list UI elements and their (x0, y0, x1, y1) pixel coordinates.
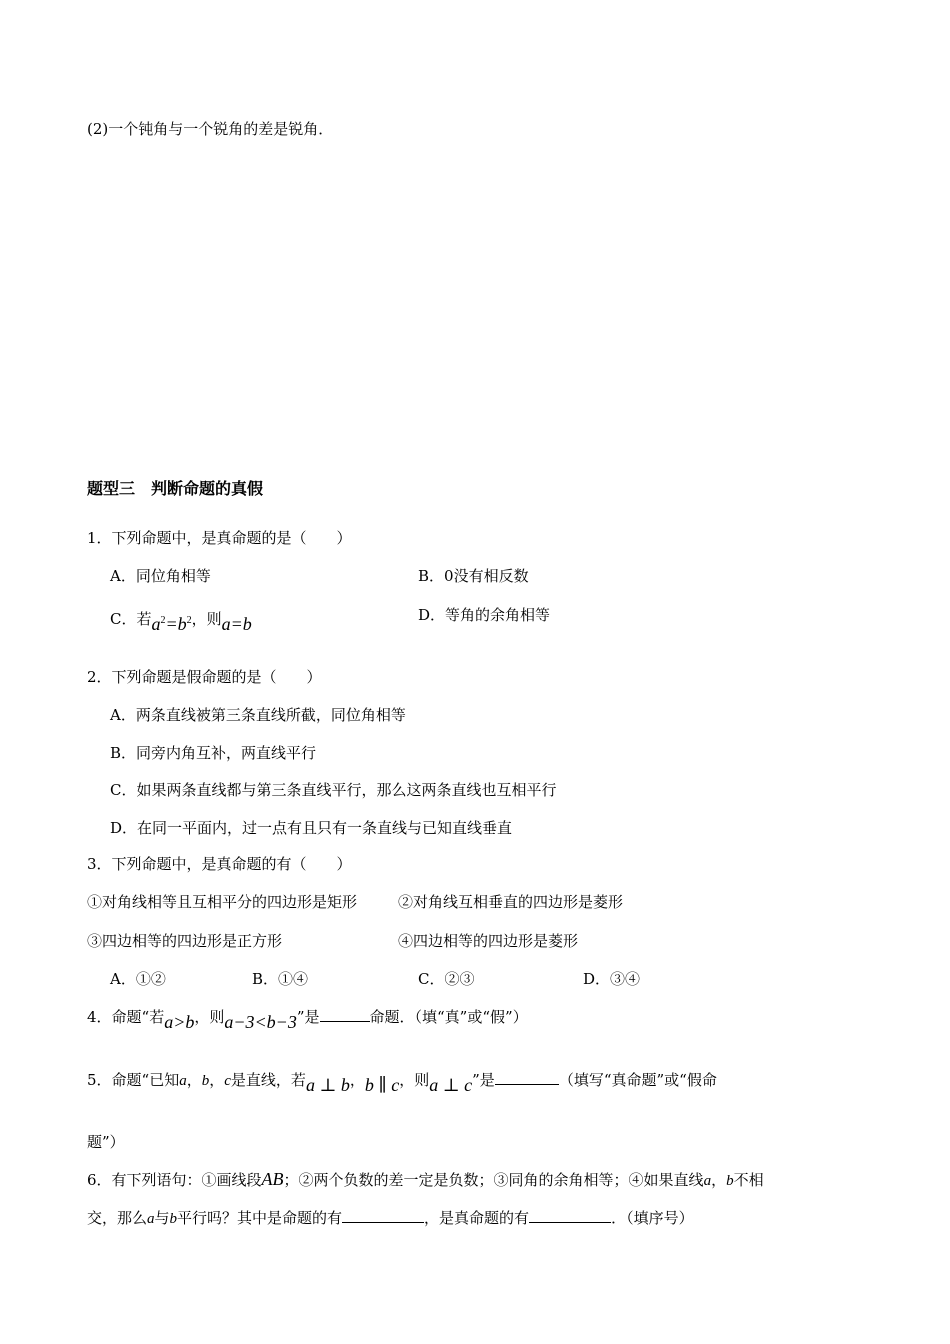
q4-conclusion: a−3<b−3 (224, 1012, 297, 1032)
q5-mid: 是直线，若 (230, 1071, 306, 1089)
q6-var-b: b (726, 1173, 734, 1189)
q3-option-a: A．①② (110, 970, 166, 988)
q1-c-conclusion: a=b (221, 614, 252, 634)
q4-prefix: 4．命题“若 (87, 1008, 165, 1026)
q5-sep2: ， (209, 1071, 225, 1089)
q5-suffix-b: （填写“真命题”或“假命 (558, 1071, 717, 1089)
q6-var-a: a (703, 1173, 712, 1189)
q3-statement-3: ③四边相等的四边形是正方形 (87, 932, 283, 950)
q2-option-a: A．两条直线被第三条直线所截，同位角相等 (110, 706, 406, 724)
q3-stem: 3．下列命题中，是真命题的有（ ） (87, 855, 352, 873)
intro-line: (2)一个钝角与一个锐角的差是锐角． (87, 120, 334, 138)
q1-c-mid: ，则 (191, 610, 222, 628)
q5-sep1: ， (186, 1071, 202, 1089)
q5-condition-2: b ∥ c (364, 1075, 400, 1095)
q5-prefix: 5．命题“已知 (87, 1071, 180, 1089)
q4-suffix-a: ”是 (296, 1008, 320, 1026)
q2-stem: 2．下列命题是假命题的是（ ） (87, 668, 322, 686)
q3-option-c: C．②③ (418, 970, 475, 988)
q5-var-a: a (179, 1073, 187, 1089)
q1-option-c (110, 605, 252, 634)
q4-answer-blank[interactable] (320, 1006, 370, 1022)
q6-segment-ab: AB (261, 1169, 284, 1189)
q3-statement-4: ④四边相等的四边形是菱形 (398, 932, 579, 950)
q6-line-2 (87, 1207, 694, 1229)
q5-comma: ， (349, 1071, 365, 1089)
q6-propositions-blank[interactable] (342, 1207, 424, 1223)
q3-statement-1: ①对角线相等且互相平分的四边形是矩形 (87, 893, 358, 911)
q4-line (87, 1006, 528, 1032)
q2-option-d: D．在同一平面内，过一点有且只有一条直线与已知直线垂直 (110, 819, 513, 837)
q5-continuation: 题”） (87, 1133, 125, 1151)
q3-option-d: D．③④ (583, 970, 641, 988)
q6-sep: ， (711, 1171, 727, 1189)
q6-l2-a: 交，那么 (87, 1209, 148, 1227)
q5-conclusion: a ⊥ c (429, 1075, 473, 1095)
q1-option-d: D．等角的余角相等 (418, 606, 551, 624)
q5-suffix-a: ”是 (472, 1071, 495, 1089)
q6-rest1: ；②两个负数的差一定是负数；③同角的余角相等；④如果直线 (283, 1171, 704, 1189)
q6-prefix: 6．有下列语句：①画线段 (87, 1171, 262, 1189)
q6-l2-var-b: b (169, 1211, 178, 1227)
q1-c-condition: $a^2=b^2$ (151, 614, 192, 634)
q3-statement-2: ②对角线互相垂直的四边形是菱形 (398, 893, 624, 911)
q4-mid: ，则 (194, 1008, 225, 1026)
q4-suffix-b: 命题．（填“真”或“假”） (369, 1008, 528, 1026)
q6-l2-d: ，是真命题的有 (424, 1209, 530, 1227)
q6-line-1 (87, 1169, 764, 1191)
q6-l2-c: 平行吗？其中是命题的有 (177, 1209, 343, 1227)
q3-option-b: B．①④ (252, 970, 309, 988)
q2-option-b: B．同旁内角互补，两直线平行 (110, 744, 317, 762)
q6-l2-e: ．（填序号） (611, 1209, 694, 1227)
q1-c-prefix: C．若 (110, 610, 152, 628)
q5-var-b: b (201, 1073, 210, 1089)
q1-stem: 1．下列命题中，是真命题的是（ ） (87, 529, 352, 547)
q6-l2-b: 与 (154, 1209, 170, 1227)
q1-option-b: B．0没有相反数 (418, 567, 529, 585)
q5-condition-1: a ⊥ b (305, 1075, 350, 1095)
q5-var-c: c (224, 1073, 231, 1089)
section-title: 题型三 判断命题的真假 (87, 479, 264, 498)
q4-condition: a>b (164, 1012, 195, 1032)
q5-then: ，则 (399, 1071, 430, 1089)
q1-option-a: A．同位角相等 (110, 567, 211, 585)
q6-true-propositions-blank[interactable] (529, 1207, 611, 1223)
q2-option-c: C．如果两条直线都与第三条直线平行，那么这两条直线也互相平行 (110, 781, 557, 799)
q5-answer-blank[interactable] (495, 1069, 559, 1085)
q6-l2-var-a: a (147, 1211, 155, 1227)
q5-line (87, 1069, 717, 1095)
q6-rest2: 不相 (733, 1171, 764, 1189)
